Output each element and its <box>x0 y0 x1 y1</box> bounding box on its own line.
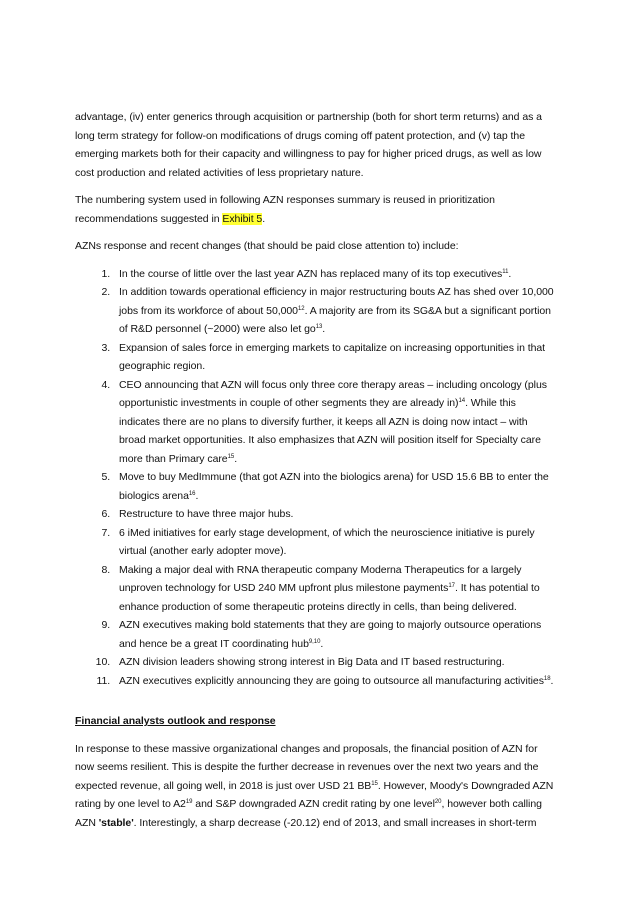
analysts-paragraph <box>75 740 555 833</box>
footnote-ref: 18 <box>543 675 551 682</box>
item-text: . <box>234 452 238 465</box>
exhibit-link-highlight: Exhibit 5 <box>222 212 263 225</box>
item-text: 6 iMed initiatives for early stage development, of which the neuroscience initiative is purely virtual (another early adopter move). <box>119 526 535 557</box>
response-list-item <box>113 283 555 339</box>
response-list-item <box>113 265 555 284</box>
footnote-ref: 13 <box>315 324 323 330</box>
analysts-text-c: and S&P downgraded AZN credit rating by one level <box>192 798 435 810</box>
item-text: AZN executives making bold statements that they are going to majorly outsource operations and hence be a great IT coordinating hub <box>119 619 542 650</box>
item-text: . While this indicates there are no plans to diversify further, it keeps all AZN is doing now intact – with broad market opportunities. It also emphasizes that AZN will position itself for Specialty care more than Primary care <box>119 397 541 465</box>
section-heading: Financial analysts outlook and response <box>75 715 276 727</box>
footnote-ref: 12 <box>297 305 305 312</box>
footnote-ref: 15 <box>371 780 378 787</box>
item-text: AZN executives explicitly announcing they are going to outsource all manufacturing activities <box>119 674 544 687</box>
item-text: CEO announcing that AZN will focus only three core therapy areas – including oncology (plus opportunistic investments in couple of other segments they are already in) <box>119 378 547 409</box>
item-text: Making a major deal with RNA therapeutic company Moderna Therapeutics for a largely unproven technology for USD 240 MM upfront plus milestone payments <box>119 563 522 594</box>
response-list-item <box>113 468 555 505</box>
response-list-item <box>113 653 555 672</box>
analysts-text-e: . Interestingly, a sharp decrease (-20.12) end of 2013, and small increases in short-term <box>133 816 537 829</box>
footnote-ref: 15 <box>227 453 235 460</box>
response-list-item <box>113 376 555 469</box>
response-list <box>75 265 555 691</box>
item-text: . <box>550 674 554 687</box>
footnote-ref: 14 <box>458 398 466 404</box>
item-text: Expansion of sales force in emerging markets to capitalize on increasing opportunities in that geographic region. <box>119 341 546 372</box>
document-page <box>75 108 555 841</box>
item-text: . <box>508 267 512 280</box>
response-list-item <box>113 339 555 376</box>
analysts-text-b: . However, Moody's Downgraded AZN rating by one level to A2 <box>75 779 554 810</box>
item-text: In the course of little over the last year AZN has replaced many of its top executives <box>119 267 503 280</box>
item-text: . A majority are from its SG&A but a significant portion of R&D personnel (~2000) were also let go <box>119 304 551 335</box>
item-text: . <box>195 489 199 502</box>
response-list-item <box>113 616 555 653</box>
item-text: In addition towards operational efficiency in major restructuring bouts AZ has shed over 10,000 jobs from its workforce of about 50,000 <box>119 286 554 317</box>
analysts-text-d: , however both calling AZN <box>75 798 542 829</box>
numbering-end: . <box>262 212 266 225</box>
intro-paragraph: advantage, (iv) enter generics through acquisition or partnership (both for short term returns) and as a long term strategy for follow-on modifications of drugs coming off patent protection, and (v) tap the emerging markets both for their capacity and willingness to pay for higher priced drugs, as well as low cost production and related activities of less proprietary nature. <box>75 111 542 179</box>
item-text: . <box>322 323 326 335</box>
response-list-item <box>113 561 555 617</box>
response-intro-paragraph: AZNs response and recent changes (that should be paid close attention to) include: <box>75 240 459 252</box>
footnote-ref: 17 <box>448 583 455 589</box>
footnote-ref: 19 <box>185 799 193 805</box>
stable-bold: 'stable' <box>98 816 134 829</box>
response-list-item <box>113 505 555 524</box>
analysts-text-a: In response to these massive organizational changes and proposals, the financial position of AZN for now seems resilient. This is despite the further decrease in revenues over the next two years and the expected revenue, all going well, in 2018 is just over USD 21 BB <box>75 742 539 792</box>
item-text: . <box>320 637 324 650</box>
numbering-text: The numbering system used in following AZN responses summary is reused in prioritization recommendations suggested in <box>75 194 495 225</box>
footnote-ref: 20 <box>434 799 442 805</box>
numbering-paragraph <box>75 191 555 228</box>
response-list-item <box>113 672 555 691</box>
item-text: AZN division leaders showing strong interest in Big Data and IT based restructuring. <box>119 656 505 668</box>
item-text: Restructure to have three major hubs. <box>119 508 294 520</box>
item-text: . It has potential to enhance production of some therapeutic proteins directly in cells, than being delivered. <box>119 582 540 613</box>
response-list-item <box>113 524 555 561</box>
footnote-ref: 9,10 <box>308 638 321 645</box>
item-text: Move to buy MedImmune (that got AZN into the biologics arena) for USD 15.6 BB to enter the biologics arena <box>119 471 549 502</box>
footnote-ref: 16 <box>188 490 196 497</box>
footnote-ref: 11 <box>502 268 509 275</box>
